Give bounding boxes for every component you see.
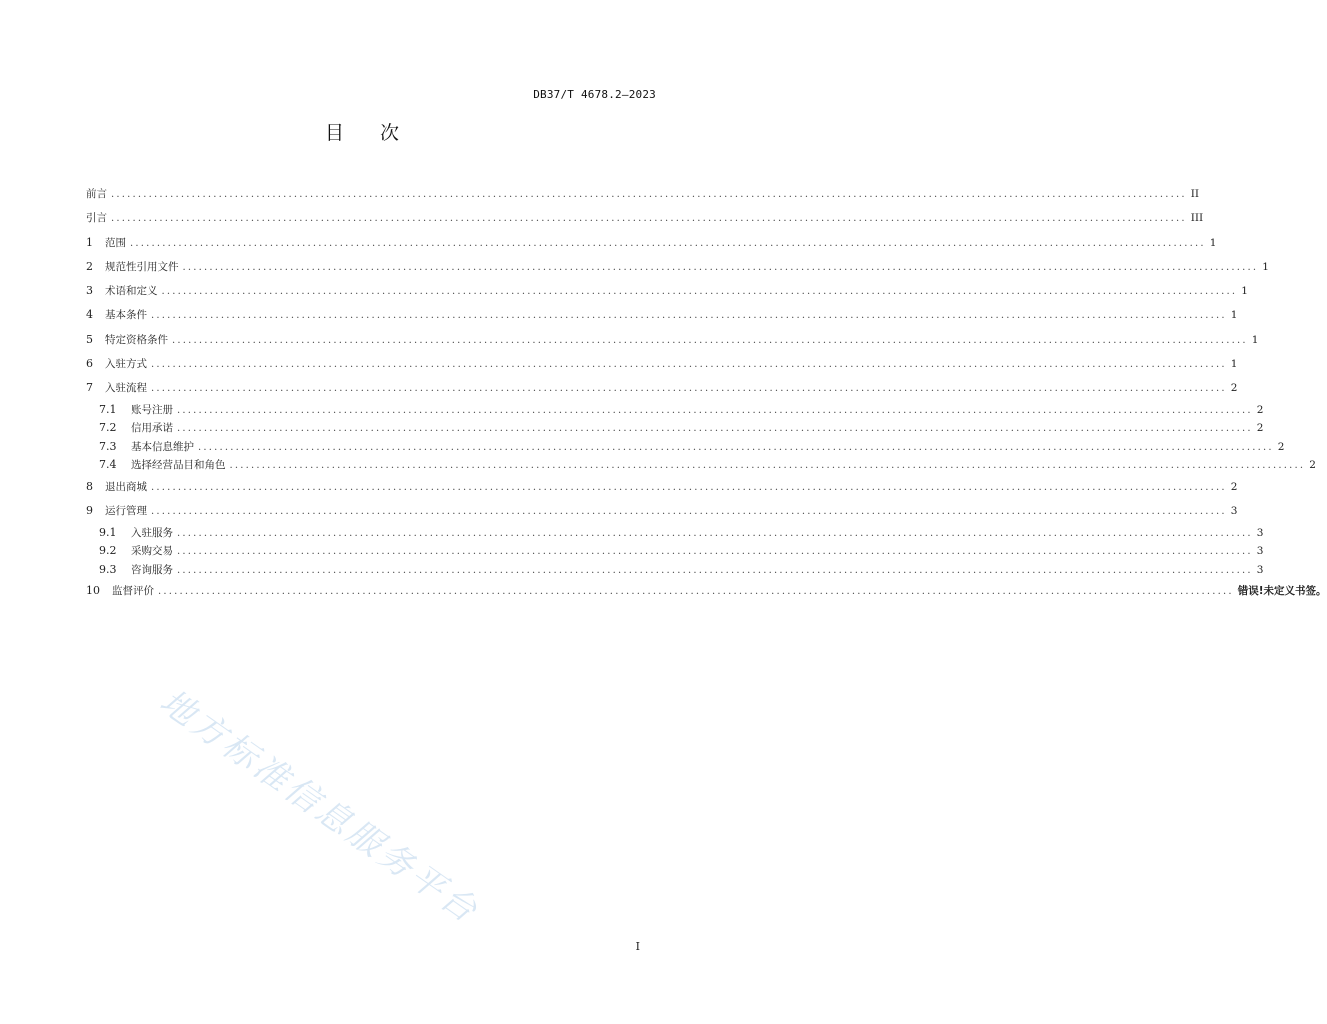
- toc-leader-dots: ........................................................................................................................................................................................................: [198, 441, 1274, 453]
- toc-entry-label: 术语和定义: [105, 285, 158, 298]
- toc-entry[interactable]: [86, 328, 1259, 352]
- toc-leader-dots: ........................................................................................................................................................................................................: [177, 564, 1253, 576]
- toc-leader-dots: ........................................................................................................................................................................................................: [182, 261, 1259, 273]
- document-code: DB37/T 4678.2—2023: [533, 88, 656, 101]
- toc-subentry[interactable]: [86, 456, 1316, 475]
- toc-entry-number: 10: [86, 584, 100, 598]
- toc-leader-dots: ........................................................................................................................................................................................................: [172, 334, 1248, 346]
- toc-entry-page: 错误!未定义书签。: [1237, 585, 1327, 598]
- toc-title-char-1: 目: [324, 122, 344, 144]
- toc-entry-label: 退出商城: [105, 481, 147, 494]
- toc-entry-page: 3: [1256, 563, 1264, 576]
- toc-leader-dots: ........................................................................................................................................................................................................: [151, 482, 1227, 494]
- toc-entry-page: 1: [1209, 236, 1217, 249]
- toc-entry[interactable]: [86, 182, 1200, 206]
- toc-entry-page: 2: [1256, 403, 1264, 416]
- toc-title-char-2: 次: [380, 122, 400, 144]
- toc-entry-page: 3: [1230, 505, 1238, 518]
- toc-entry-label: 采购交易: [131, 545, 173, 558]
- toc-entry-label: 基本条件: [105, 309, 147, 322]
- toc-entry-number: 4: [86, 308, 93, 322]
- toc-subentry[interactable]: [86, 438, 1285, 457]
- toc-entry[interactable]: [86, 231, 1217, 255]
- toc-entry-number: 7: [86, 381, 93, 395]
- toc-leader-dots: ........................................................................................................................................................................................................: [177, 404, 1253, 416]
- toc-entry-page: 2: [1277, 440, 1285, 453]
- toc-leader-dots: ........................................................................................................................................................................................................: [151, 506, 1227, 518]
- toc-entry-page: 1: [1230, 309, 1238, 322]
- toc-entry-page: 2: [1309, 459, 1316, 472]
- toc-entry-page: 1: [1241, 285, 1248, 298]
- toc-entry-page: II: [1190, 188, 1200, 200]
- toc-entry-label: 基本信息维护: [131, 440, 194, 453]
- toc-entry-number: 7.1: [99, 402, 117, 416]
- toc-entry-number: 7.2: [99, 421, 117, 435]
- toc-entry-label: 范围: [105, 236, 126, 249]
- toc-entry-label: 咨询服务: [131, 563, 173, 576]
- toc-leader-dots: ........................................................................................................................................................................................................: [177, 423, 1253, 435]
- toc-entry-page: 2: [1230, 382, 1238, 395]
- toc-entry-number: 9: [86, 504, 93, 518]
- toc-entry[interactable]: [86, 499, 1238, 523]
- toc-subentry[interactable]: [86, 401, 1264, 420]
- toc-entry-number: 5: [86, 332, 93, 346]
- toc-entry[interactable]: [86, 279, 1248, 303]
- toc-leader-dots: ........................................................................................................................................................................................................: [151, 310, 1227, 322]
- toc-entry-number: 7.4: [99, 458, 117, 472]
- toc-entry-label: 引言: [86, 212, 107, 225]
- toc-entry-label: 特定资格条件: [105, 333, 168, 346]
- toc-subentry[interactable]: [86, 561, 1264, 580]
- toc-subentry[interactable]: [86, 542, 1264, 561]
- toc-entry-page: 3: [1256, 526, 1264, 539]
- toc-leader-dots: ........................................................................................................................................................................................................: [130, 237, 1206, 249]
- toc-entry-label: 监督评价: [112, 585, 154, 598]
- toc-entry-page: 1: [1230, 358, 1238, 371]
- toc-entry-number: 2: [86, 259, 93, 273]
- toc-leader-dots: ........................................................................................................................................................................................................: [161, 286, 1238, 298]
- watermark: 地方标准信息服务平台: [152, 681, 487, 933]
- toc-leader-dots: ........................................................................................................................................................................................................: [229, 460, 1306, 472]
- toc-entry-page: III: [1190, 212, 1204, 225]
- toc-entry[interactable]: [86, 352, 1238, 376]
- table-of-contents: [86, 182, 1327, 604]
- toc-entry-number: 9.3: [99, 562, 117, 576]
- toc-entry-label: 账号注册: [131, 403, 173, 416]
- toc-entry-page: 2: [1256, 422, 1264, 435]
- page-number: I: [635, 940, 640, 953]
- toc-title: [0, 118, 724, 145]
- toc-leader-dots: ........................................................................................................................................................................................................: [111, 213, 1187, 225]
- toc-leader-dots: ........................................................................................................................................................................................................: [111, 189, 1187, 200]
- toc-entry[interactable]: [86, 303, 1238, 327]
- toc-leader-dots: ........................................................................................................................................................................................................: [151, 359, 1227, 371]
- toc-entry[interactable]: [86, 579, 1327, 603]
- toc-entry-label: 信用承诺: [131, 422, 173, 435]
- toc-entry[interactable]: [86, 376, 1238, 400]
- toc-entry-number: 6: [86, 357, 93, 371]
- toc-entry-label: 入驻服务: [131, 526, 173, 539]
- toc-entry-label: 运行管理: [105, 505, 147, 518]
- toc-entry-number: 9.2: [99, 544, 117, 558]
- toc-entry-number: 1: [86, 235, 93, 249]
- toc-entry-page: 2: [1230, 481, 1238, 494]
- toc-entry-page: 1: [1251, 333, 1259, 346]
- toc-leader-dots: ........................................................................................................................................................................................................: [177, 527, 1253, 539]
- toc-entry-number: 7.3: [99, 439, 117, 453]
- toc-entry-label: 入驻方式: [105, 358, 147, 371]
- toc-entry-label: 规范性引用文件: [105, 260, 179, 273]
- toc-entry-label: 选择经营品目和角色: [131, 459, 226, 472]
- toc-leader-dots: ........................................................................................................................................................................................................: [151, 383, 1227, 395]
- toc-entry-page: 3: [1256, 545, 1264, 558]
- toc-entry[interactable]: [86, 206, 1204, 230]
- toc-entry-page: 1: [1262, 260, 1269, 273]
- toc-subentry[interactable]: [86, 419, 1264, 438]
- toc-entry-label: 入驻流程: [105, 382, 147, 395]
- toc-entry-number: 9.1: [99, 525, 117, 539]
- toc-entry-number: 3: [86, 284, 93, 298]
- toc-leader-dots: ........................................................................................................................................................................................................: [177, 546, 1253, 558]
- toc-entry[interactable]: [86, 255, 1269, 279]
- toc-entry[interactable]: [86, 475, 1238, 499]
- toc-entry-number: 8: [86, 480, 93, 494]
- toc-entry-label: 前言: [86, 188, 107, 200]
- toc-subentry[interactable]: [86, 524, 1264, 543]
- toc-leader-dots: ........................................................................................................................................................................................................: [158, 586, 1234, 598]
